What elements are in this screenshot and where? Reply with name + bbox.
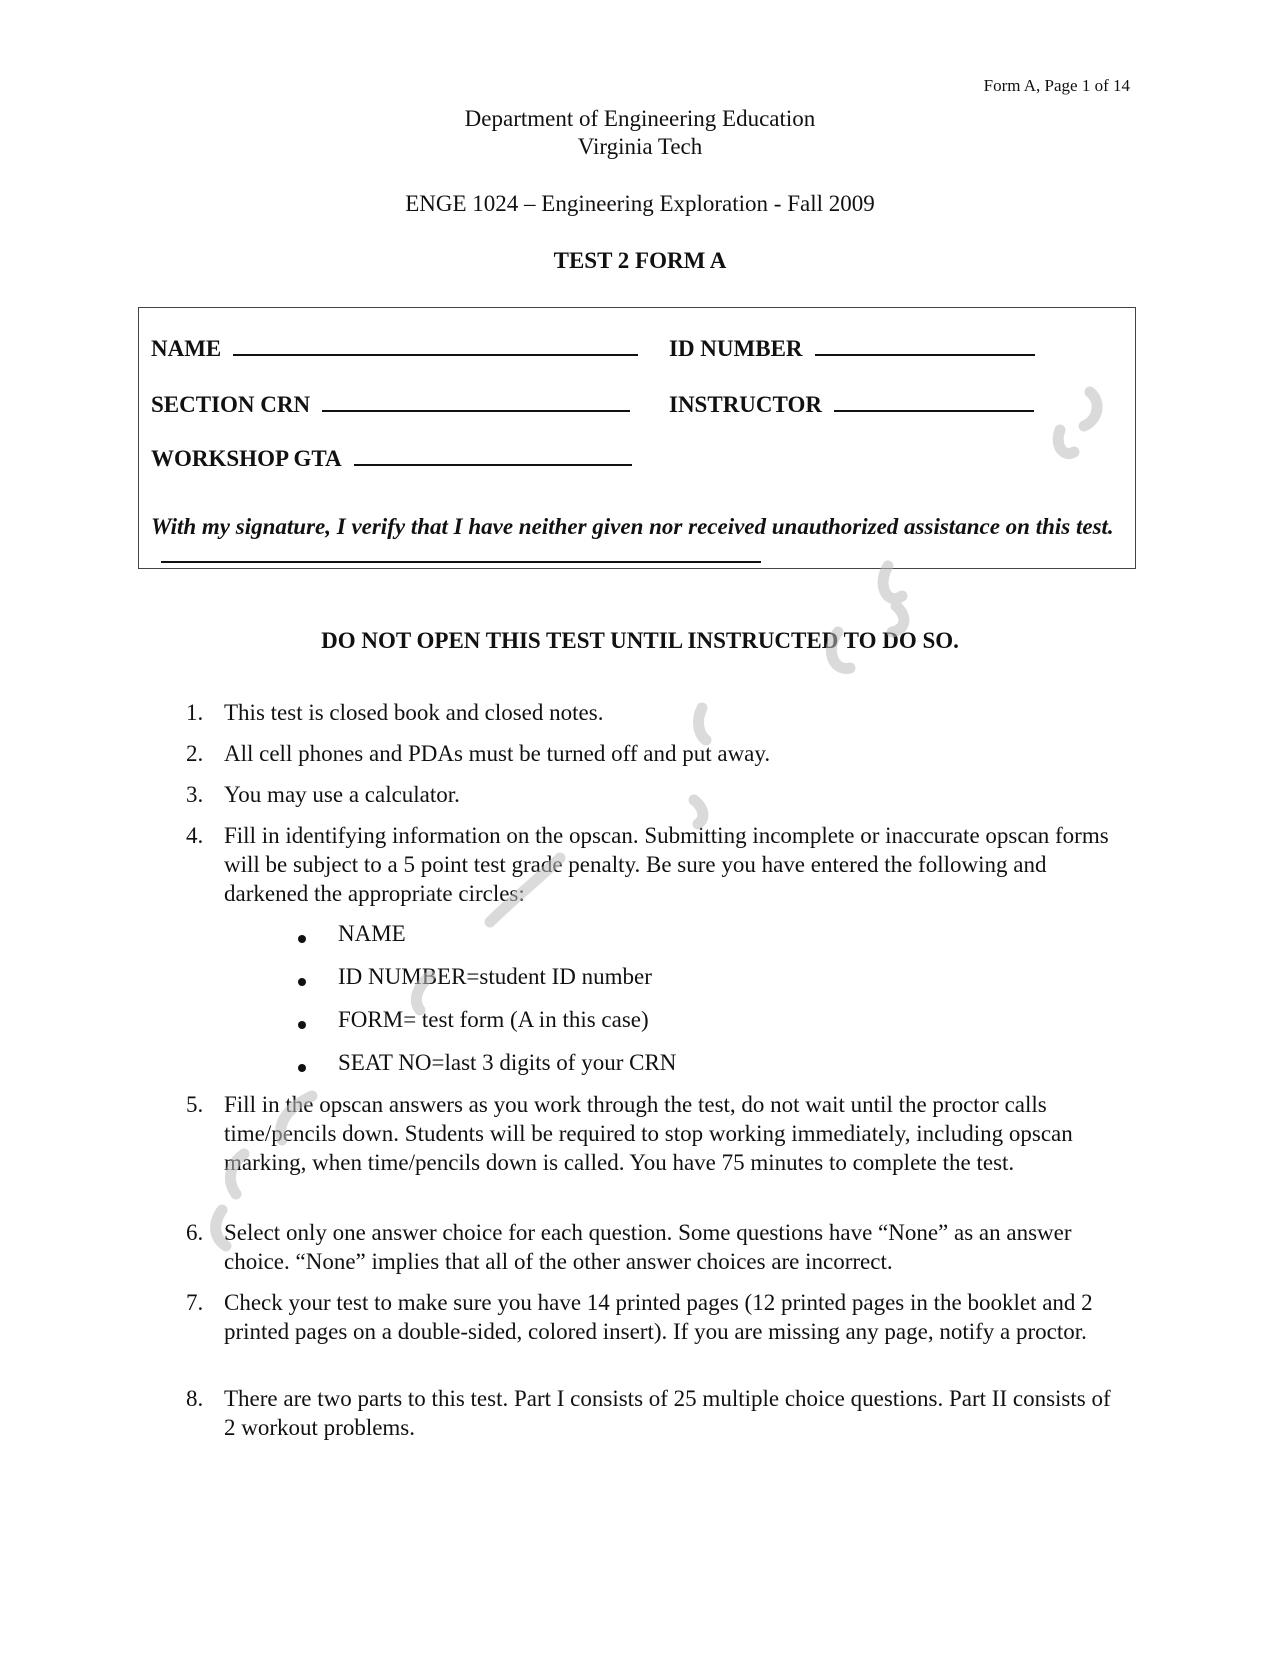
opscan-field-text: FORM= test form (A in this case) — [338, 1007, 649, 1032]
test-title: TEST 2 FORM A — [553, 248, 727, 273]
page-reference: Form A, Page 1 of 14 — [983, 76, 1130, 95]
university-heading: Virginia Tech — [577, 134, 703, 159]
instructor-blank[interactable] — [834, 409, 1034, 412]
workshop-gta-blank[interactable] — [354, 463, 632, 466]
honor-pledge — [151, 512, 1121, 570]
instruction-text: Fill in identifying information on the opscan. Submitting incomplete or inaccurate opscan forms will be subject to a 5 point test grade penalty. Be sure you have entered the following and darkened the appropriate circles: — [224, 823, 1109, 906]
student-info-box — [138, 307, 1136, 569]
bullet-icon — [298, 1064, 306, 1072]
instruction-text: Fill in the opscan answers as you work through the test, do not wait until the proctor calls time/pencils down. Students will be required to stop working immediately, including opscan marking, when time/pencils down is called. You have 75 minutes to complete the test. — [224, 1092, 1073, 1175]
opscan-field-text: SEAT NO=last 3 digits of your CRN — [338, 1050, 677, 1075]
workshop-gta-field[interactable] — [151, 446, 632, 472]
workshop-gta-label: WORKSHOP GTA — [151, 446, 342, 471]
id-number-blank[interactable] — [815, 353, 1035, 356]
name-field[interactable] — [151, 336, 638, 362]
instruction-text: You may use a calculator. — [224, 782, 460, 807]
section-crn-field[interactable] — [151, 392, 630, 418]
id-number-field[interactable] — [669, 336, 1035, 362]
bullet-icon — [298, 1021, 306, 1029]
instruction-number: 2. — [186, 741, 204, 766]
instruction-number: 8. — [186, 1386, 204, 1411]
bullet-icon — [298, 935, 306, 943]
name-label: NAME — [151, 336, 222, 361]
name-blank[interactable] — [233, 353, 638, 356]
pledge-text: With my signature, I verify that I have neither given nor received unauthorized assistance on this test. — [151, 514, 1114, 539]
instructor-label: INSTRUCTOR — [669, 392, 822, 417]
instruction-number: 1. — [186, 700, 204, 725]
do-not-open-warning: DO NOT OPEN THIS TEST UNTIL INSTRUCTED TO DO SO. — [321, 628, 959, 653]
instruction-text: This test is closed book and closed notes. — [224, 700, 604, 725]
instruction-text: There are two parts to this test. Part I consists of 25 multiple choice questions. Part II consists of 2 workout problems. — [224, 1386, 1111, 1440]
id-number-label: ID NUMBER — [669, 336, 803, 361]
opscan-field-text: NAME — [338, 921, 406, 946]
signature-blank[interactable] — [161, 560, 761, 563]
instruction-number: 7. — [186, 1290, 204, 1315]
instruction-number: 3. — [186, 782, 204, 807]
bullet-icon — [298, 978, 306, 986]
instruction-number: 6. — [186, 1220, 204, 1245]
course-heading: ENGE 1024 – Engineering Exploration - Fall 2009 — [405, 191, 875, 216]
instruction-text: All cell phones and PDAs must be turned off and put away. — [224, 741, 771, 766]
section-crn-blank[interactable] — [322, 409, 630, 412]
section-crn-label: SECTION CRN — [151, 392, 311, 417]
instructor-field[interactable] — [669, 392, 1034, 418]
instruction-number: 5. — [186, 1092, 204, 1117]
opscan-field-text: ID NUMBER=student ID number — [338, 964, 652, 989]
instruction-number: 4. — [186, 823, 204, 848]
instruction-text: Select only one answer choice for each question. Some questions have “None” as an answer choice. “None” implies that all of the other answer choices are incorrect. — [224, 1220, 1072, 1274]
department-heading: Department of Engineering Education — [464, 106, 816, 131]
instruction-text: Check your test to make sure you have 14 printed pages (12 printed pages in the booklet and 2 printed pages on a double-sided, colored insert). If you are missing any page, notify a proctor. — [224, 1290, 1093, 1344]
